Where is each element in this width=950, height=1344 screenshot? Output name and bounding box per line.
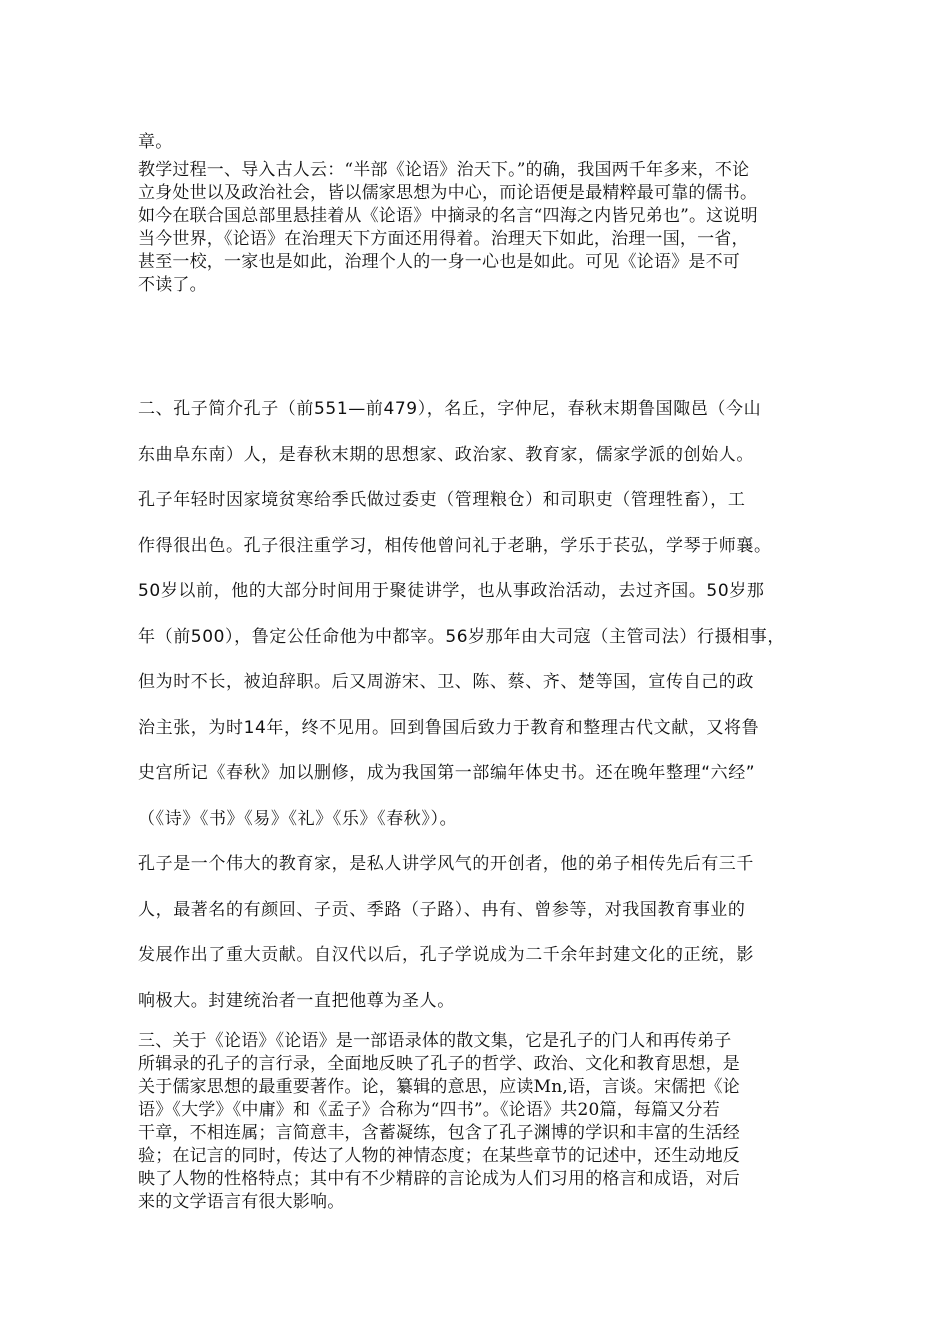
text-line: 三、关于《论语》《论语》是一部语录体的散文集，它是孔子的门人和再传弟子 [138, 1031, 732, 1051]
text-line: 所辑录的孔子的言行录，全面地反映了孔子的哲学、政治、文化和教育思想，是 [138, 1054, 740, 1074]
top-fragment [138, 131, 838, 154]
text-line: 甚至一校，一家也是如此，治理个人的一身一心也是如此。可见《论语》是不可 [138, 252, 740, 272]
text-line: 教学过程一、导入古人云：“半部《论语》治天下。”的确，我国两千年多来，不论 [138, 160, 750, 180]
section-confucius [138, 392, 838, 1029]
section-intro [138, 159, 838, 297]
text-line: 二、孔子简介孔子（前551—前479），名丘，字仲尼，春秋末期鲁国陬邑（今山 [138, 399, 762, 419]
text-line: 立身处世以及政治社会，皆以儒家思想为中心，而论语便是最精粹最可靠的儒书。 [138, 183, 758, 203]
text-line: 孔子是一个伟大的教育家，是私人讲学风气的开创者，他的弟子相传先后有三千 [138, 854, 754, 874]
text-line: 不读了。 [138, 275, 207, 295]
text-line: 章。 [138, 132, 173, 152]
text-line: 年（前500），鲁定公任命他为中都宰。56岁那年由大司寇（主管司法）行摄相事， [138, 626, 785, 647]
text-line: 验；在记言的同时，传达了人物的神情态度；在某些章节的记述中，还生动地反 [138, 1146, 740, 1166]
text-line: 治主张，为时14年，终不见用。回到鲁国后致力于教育和整理古代文献，又将鲁 [138, 717, 760, 738]
text-line: 发展作出了重大贡献。自汉代以后，孔子学说成为二千余年封建文化的正统，影 [138, 945, 754, 965]
text-line: 孔子年轻时因家境贫寒给季氏做过委吏（管理粮仓）和司职吏（管理牲畜），工 [138, 490, 746, 510]
section-lunyu [138, 1030, 838, 1214]
text-line: 作得很出色。孔子很注重学习，相传他曾问礼于老聃，学乐于苌弘，学琴于师襄。 [138, 535, 772, 556]
text-line: 响极大。封建统治者一直把他尊为圣人。 [138, 990, 455, 1011]
text-line: （《诗》《书》《易》《礼》《乐》《春秋》）。 [138, 808, 458, 829]
text-line: 映了人物的性格特点；其中有不少精辟的言论成为人们习用的格言和成语，对后 [138, 1169, 740, 1189]
text-line: 语》《大学》《中庸》和《孟子》合称为“四书”。《论语》共20篇，每篇又分若 [138, 1100, 720, 1120]
text-line: 干章，不相连属；言简意丰，含蓄凝练，包含了孔子渊博的学识和丰富的生活经 [138, 1123, 740, 1143]
text-line: 人，最著名的有颜回、子贡、季路（子路）、冉有、曾参等，对我国教育事业的 [138, 899, 746, 920]
text-line: 但为时不长，被迫辞职。后又周游宋、卫、陈、蔡、齐、楚等国，宣传自己的政 [138, 672, 754, 692]
text-line: 史宫所记《春秋》加以删修，成为我国第一部编年体史书。还在晚年整理“六经” [138, 763, 756, 783]
text-line: 来的文学语言有很大影响。 [138, 1192, 345, 1212]
text-line: 关于儒家思想的最重要著作。论，纂辑的意思，应读Mn,语，言谈。宋儒把《论 [138, 1077, 740, 1097]
text-line: 当今世界，《论语》在治理天下方面还用得着。治理天下如此，治理一国，一省， [138, 229, 749, 249]
text-line: 如今在联合国总部里悬挂着从《论语》中摘录的名言“四海之内皆兄弟也”。这说明 [138, 206, 758, 226]
text-line: 50岁以前，他的大部分时间用于聚徒讲学，也从事政治活动，去过齐国。50岁那 [138, 581, 765, 601]
text-line: 东曲阜东南）人，是春秋末期的思想家、政治家、教育家，儒家学派的创始人。 [138, 444, 754, 465]
